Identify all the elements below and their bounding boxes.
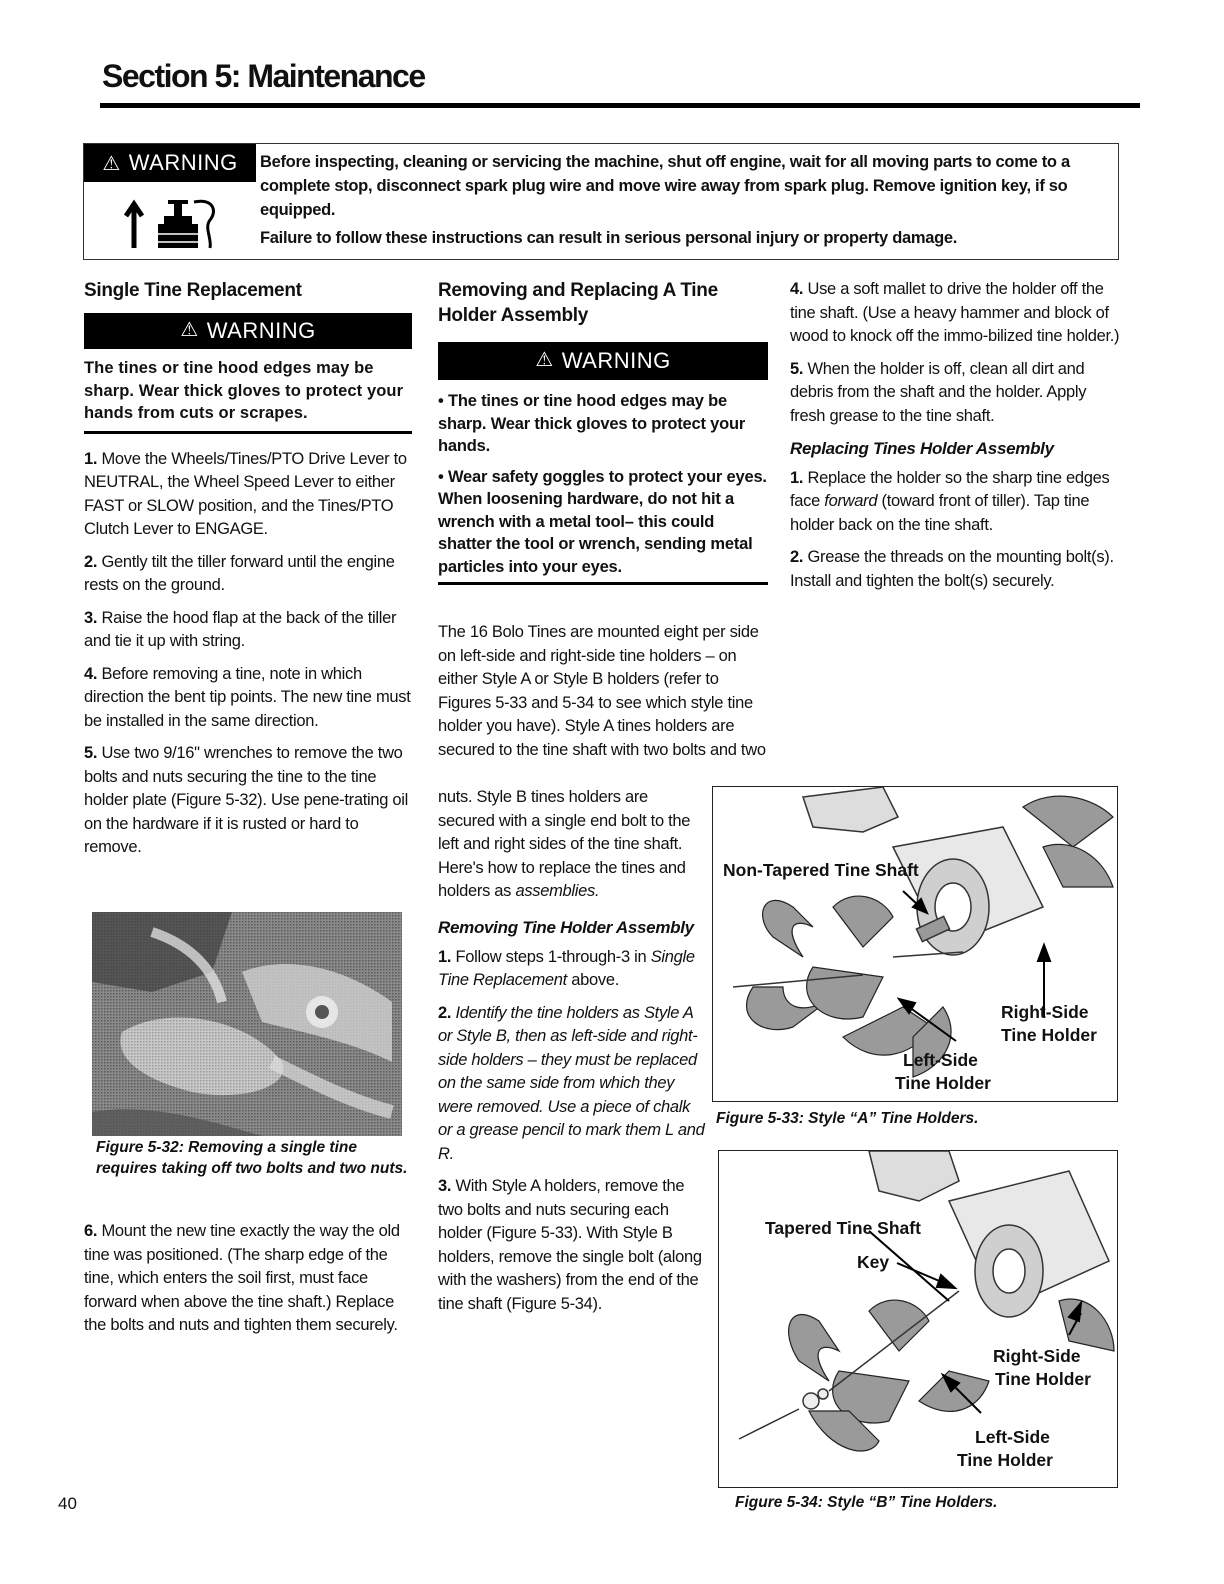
step-6-block (84, 1220, 412, 1347)
label-left-side-1: Left-Side (903, 1050, 978, 1070)
warning-label (84, 144, 256, 182)
label-tapered-shaft: Tapered Tine Shaft (765, 1218, 921, 1238)
label-left-side-2: Tine Holder (895, 1073, 991, 1093)
single-tine-warning-label (84, 313, 412, 349)
replacing-heading: Replacing Tines Holder Assembly (790, 439, 1054, 458)
warning-triangle-icon: ⚠ (535, 349, 554, 372)
step-5: 5. Use two 9/16" wrenches to remove the two bolts and nuts securing the tine to the tine holder plate (Figure 5-32). Use pene-trating oil on the hardware if it is rusted or hard to remove. (84, 744, 409, 856)
figure-5-34-caption: Figure 5-34: Style “B” Tine Holders. (735, 1494, 998, 1511)
step-6: 6. Mount the new tine exactly the way the old tine was positioned. (The sharp edge of the tine, which enters the soil first, must face forward when above the tine shaft.) Replace the bolts and nuts and tighten them securely. (84, 1222, 400, 1334)
warning-label-text: WARNING (206, 318, 316, 344)
removing-step-5: 5. When the holder is off, clean all dirt and debris from the shaft and the holder. Apply fresh grease to the tine shaft. (790, 359, 1087, 425)
step-2: 2. Gently tilt the tiller forward until the engine rests on the ground. (84, 552, 395, 594)
step-4: 4. Before removing a tine, note in which direction the bent tip points. The new tine must be installed in the same direction. (84, 664, 411, 730)
tine-removal-photo-image (92, 912, 402, 1136)
single-tine-warning-text: The tines or tine hood edges may be sharp. Wear thick gloves to protect your hands from cuts or scrapes. (84, 359, 404, 422)
warning-bullet-2: • Wear safety goggles to protect your eyes. When loosening hardware, do not hit a wrench with a metal tool– this could shatter the tool or wrench, sending metal particles into your eyes. (438, 467, 767, 576)
warning-triangle-icon: ⚠ (102, 152, 121, 175)
tine-holder-warning-text (438, 390, 768, 578)
warning-bullet-1: • The tines or tine hood edges may be sharp. Wear thick gloves to protect your hands. (438, 392, 746, 455)
label-left-side-1: Left-Side (975, 1427, 1050, 1447)
spark-plug-disconnect-icon (112, 188, 232, 254)
removing-step-1: 1. Follow steps 1-through-3 in Single Tine Replacement above. (438, 947, 695, 989)
step-3: 3. Raise the hood flap at the back of the tiller and tie it up with string. (84, 608, 397, 650)
label-left-side-2: Tine Holder (957, 1450, 1053, 1470)
warning-triangle-icon: ⚠ (180, 319, 199, 342)
warning-label-text: WARNING (561, 348, 671, 374)
removing-step-3: 3. With Style A holders, remove the two bolts and nuts securing each holder (Figure 5-33). With Style B holders, remove the single bolt (along with the washers) from the end of the tine shaft (Figure 5-34). (438, 1177, 702, 1313)
removing-section (438, 916, 706, 1325)
figure-5-32-photo (92, 912, 402, 1136)
label-right-side-1: Right-Side (1001, 1002, 1089, 1022)
label-non-tapered-shaft: Non-Tapered Tine Shaft (723, 860, 919, 880)
replacing-step-2: 2. Grease the threads on the mounting bolt(s). Install and tighten the bolt(s) securely. (790, 548, 1114, 590)
top-warning-line-1: Before inspecting, cleaning or servicing the machine, shut off engine, wait for all moving parts to come to a complete stop, disconnect spark plug wire and move wire away from spark plug. Remove ignition key, if so equipped. (260, 153, 1070, 219)
page-title: Section 5: Maintenance (102, 58, 425, 94)
label-right-side-2: Tine Holder (995, 1369, 1091, 1389)
warning-label-text: WARNING (128, 150, 238, 175)
column-continued (790, 278, 1122, 602)
removing-heading: Removing Tine Holder Assembly (438, 918, 694, 937)
tine-holder-intro-a: The 16 Bolo Tines are mounted eight per side on left-side and right-side tine holders – on either Style A or Style B holders (refer to Figures 5-33 and 5-34 to see which style tine holder you have). Style A tines holders are secured to the tine shaft with two bolts and two (438, 623, 766, 759)
removing-step-2: 2. Identify the tine holders as Style A or Style B, then as left-side and right-side holders – they must be replaced on the same side from which they were removed. Use a piece of chalk or a grease pencil to mark them L and R. (438, 1003, 705, 1163)
page-number: 40 (58, 1494, 77, 1513)
label-right-side-2: Tine Holder (1001, 1025, 1097, 1045)
figure-5-34 (718, 1150, 1118, 1488)
top-warning-text (260, 150, 1112, 254)
style-b-tine-holder-drawing (719, 1151, 1117, 1487)
label-key: Key (857, 1252, 890, 1272)
warning-rule (438, 582, 768, 585)
figure-5-33-caption: Figure 5-33: Style “A” Tine Holders. (716, 1110, 979, 1127)
title-rule (100, 103, 1140, 108)
top-warning-line-2: Failure to follow these instructions can result in serious personal injury or property damage. (260, 229, 958, 247)
column-single-tine (84, 278, 412, 869)
tine-holder-warning-label (438, 342, 768, 380)
removing-step-4: 4. Use a soft mallet to drive the holder off the tine shaft. (Use a heavy hammer and block of wood to knock off the immo-bilized tine holder.) (790, 280, 1120, 345)
tine-holder-intro-b: nuts. Style B tines holders are secured with a single end bolt to the left and right sides of the tine shaft. Here's how to replace the tines and holders as assemblies. (438, 788, 691, 900)
column-tine-holder (438, 278, 768, 627)
top-warning-box (83, 143, 1119, 260)
replacing-step-1: 1. Replace the holder so the sharp tine edges face forward (toward front of tiller). Tap tine holder back on the tine shaft. (790, 468, 1110, 534)
warning-rule (84, 431, 412, 434)
figure-5-32-caption: Figure 5-32: Removing a single tine requires taking off two bolts and two nuts. (96, 1139, 408, 1177)
figure-5-33 (712, 786, 1118, 1102)
step-1: 1. Move the Wheels/Tines/PTO Drive Lever to NEUTRAL, the Wheel Speed Lever to either FAST or SLOW position, and the Tines/PTO Clutch Lever to ENGAGE. (84, 449, 407, 538)
tine-holder-heading: Removing and Replacing A Tine Holder Assembly (438, 280, 718, 326)
label-right-side-1: Right-Side (993, 1346, 1081, 1366)
single-tine-heading: Single Tine Replacement (84, 280, 302, 301)
